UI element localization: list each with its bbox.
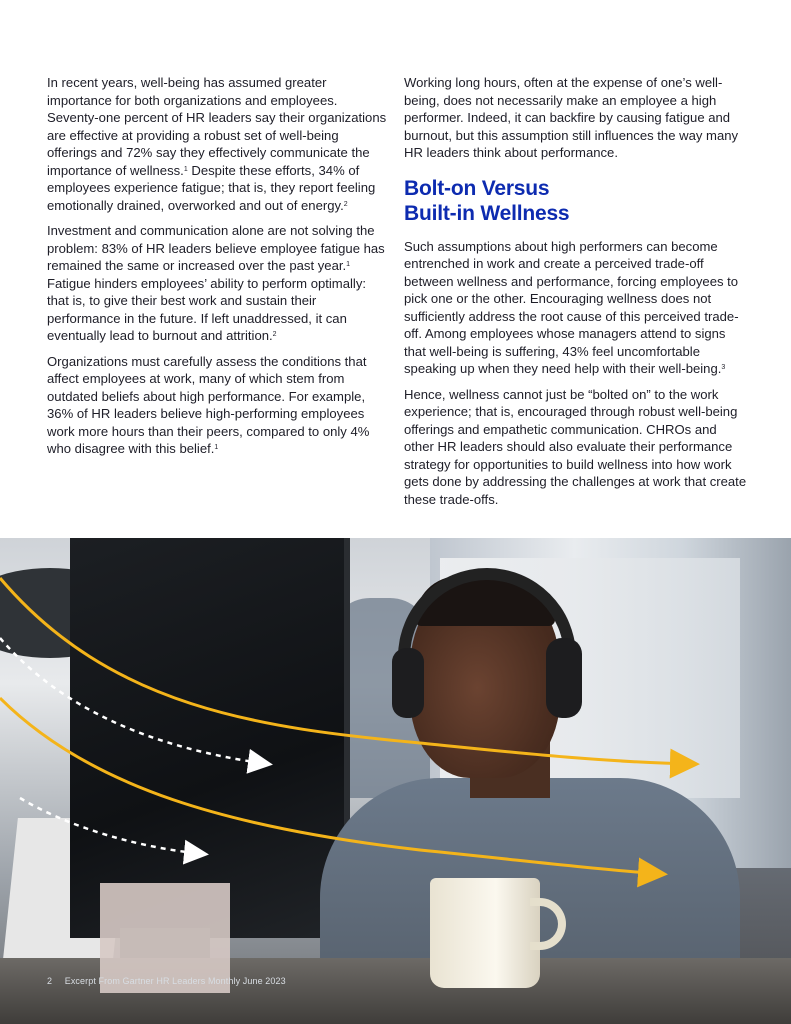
paragraph-text: Fatigue hinders employees’ ability to perform optimally: that is, to give their best work and sustain their performance in the future. If left unaddressed, it can eventually lead to burnout and attrition. bbox=[47, 275, 367, 343]
paragraph-text: Despite these efforts, 34% of employees experience fatigue; that is, they report feeling emotionally drained, overworked and out of energy. bbox=[47, 162, 376, 213]
paragraph-text: Hence, wellness cannot just be “bolted on” to the work experience; that is, encouraged through robust well-being offerings and empathetic communication. CHROs and other HR leaders should also evaluate their performance strategy for opportunities to build wellness into how work gets done by addressing the challenges at work that create these trade-offs. bbox=[404, 386, 747, 507]
paragraph-text: Organizations must carefully assess the conditions that affect employees at work, many of which stem from outdated beliefs about high performance. For example, 36% of HR leaders believe high-performing employees work more hours than their peers, compared to only 4% who disagree with this belief. bbox=[47, 353, 370, 456]
body-paragraph bbox=[47, 353, 390, 458]
yellow-arrow-upper bbox=[0, 578, 694, 764]
footnote-marker: 1 bbox=[183, 165, 188, 173]
decorative-arrows bbox=[0, 538, 791, 1024]
paragraph-text: Working long hours, often at the expense of one’s well-being, does not necessarily make an employee a high performer. Indeed, it can backfire by causing fatigue and burnout, but this assumption still influences the way many HR leaders think about performance. bbox=[404, 75, 739, 160]
page-number: 2 bbox=[47, 976, 53, 986]
yellow-arrow-lower bbox=[0, 698, 662, 874]
section-heading-line: Built-in Wellness bbox=[404, 201, 570, 225]
office-worker-photo bbox=[0, 538, 791, 1024]
body-paragraph bbox=[47, 222, 390, 345]
paragraph-text: In recent years, well-being has assumed greater importance for both organizations and employees. Seventy-one percent of HR leaders say their organizations are effective at providing a robust set of well-being offerings and 72% say they effectively communicate the importance of wellness. bbox=[47, 75, 387, 178]
white-dashed-arrow-upper bbox=[0, 638, 268, 764]
footnote-marker: 1 bbox=[214, 444, 219, 451]
section-heading bbox=[404, 176, 747, 226]
body-paragraph bbox=[47, 74, 390, 214]
footer-text: Excerpt From Gartner HR Leaders Monthly June 2023 bbox=[64, 976, 286, 986]
body-paragraph bbox=[404, 386, 747, 509]
section-heading-line: Bolt-on Versus bbox=[404, 176, 550, 200]
footnote-marker: 2 bbox=[343, 200, 348, 208]
white-dashed-arrow-lower bbox=[20, 798, 204, 854]
right-text-column bbox=[404, 74, 747, 516]
footnote-marker: 2 bbox=[272, 331, 277, 338]
body-paragraph bbox=[404, 74, 747, 162]
footnote-marker: 1 bbox=[346, 261, 351, 268]
body-paragraph bbox=[404, 238, 747, 378]
page-footer bbox=[47, 976, 286, 986]
paragraph-text: Investment and communication alone are not solving the problem: 83% of HR leaders believe employee fatigue has remained the same or increased over the past year. bbox=[47, 223, 385, 273]
left-text-column bbox=[47, 74, 390, 466]
paragraph-text: Such assumptions about high performers can become entrenched in work and create a perceived trade-off between wellness and performance, forcing employees to pick one or the other. Encouraging wellness does not sufficiently address the root cause of this perceived trade-off. Among employees whose managers attend to signs that well-being is suffering, 43% feel uncomfortable speaking up when they need help with their well-being. bbox=[404, 238, 739, 376]
footnote-marker: 3 bbox=[721, 364, 726, 371]
